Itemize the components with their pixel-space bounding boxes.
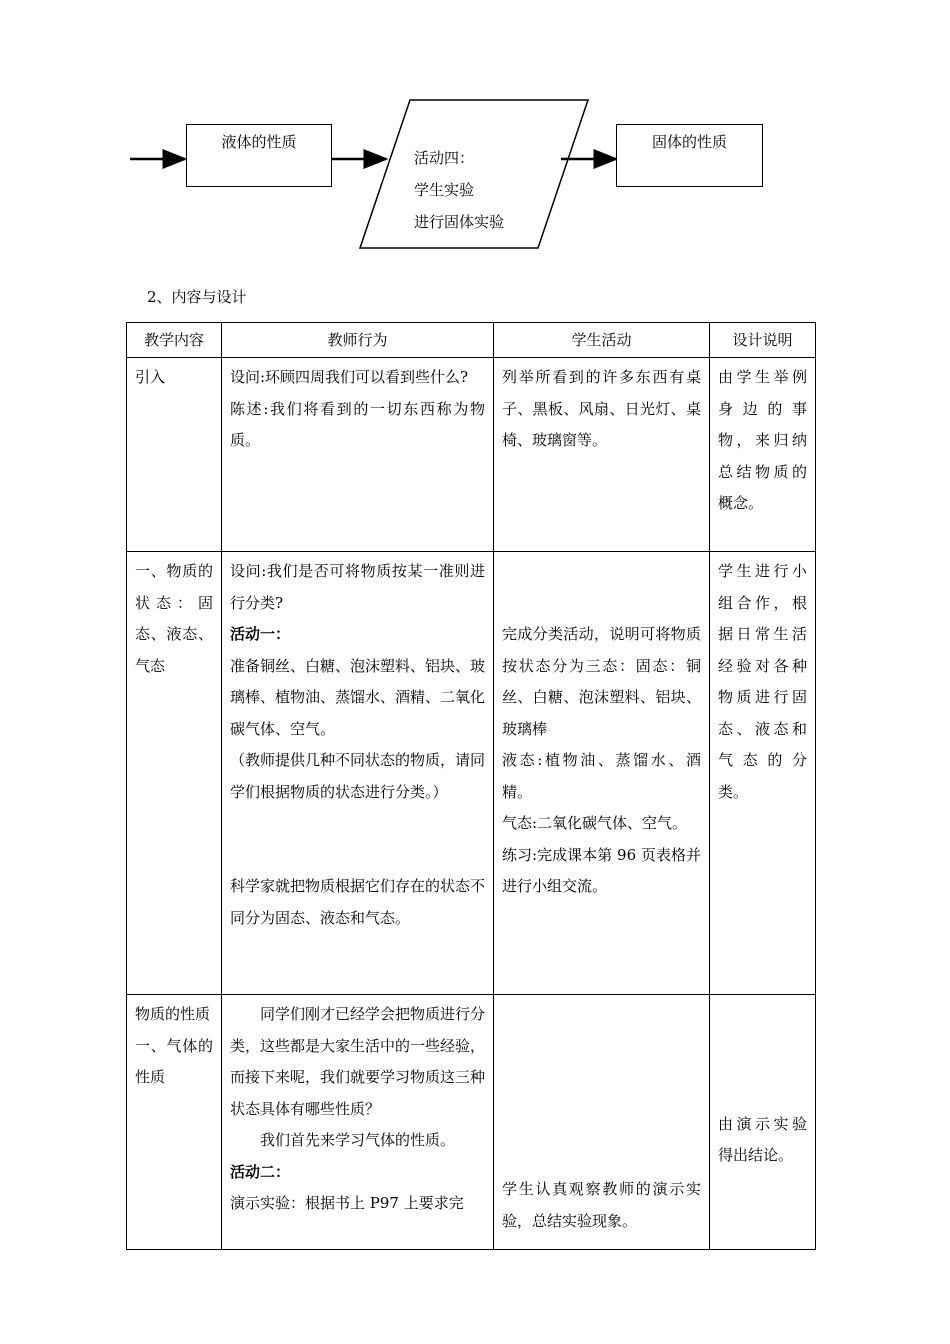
table-row-intro xyxy=(127,358,816,552)
activity-four-text xyxy=(414,142,504,238)
cell-teacher xyxy=(222,995,494,1250)
header-design: 设计说明 xyxy=(710,323,816,358)
spacer xyxy=(502,588,701,620)
cell-design: 由演示实验得出结论。 xyxy=(710,995,816,1250)
lesson-table xyxy=(126,322,816,1250)
cell-content: 一、物质的状态：固态、液态、气态 xyxy=(127,552,222,995)
header-student: 学生活动 xyxy=(494,323,710,358)
cell-student: 列举所看到的许多东西有桌子、黑板、风扇、日光灯、桌椅、玻璃窗等。 xyxy=(494,358,710,552)
teacher-question: 设问:我们是否可将物质按某一准则进行分类? xyxy=(230,562,485,612)
header-teacher: 教师行为 xyxy=(222,323,494,358)
activity-one-label: 活动一： xyxy=(230,625,291,643)
cell-teacher xyxy=(222,552,494,995)
spacer xyxy=(230,808,485,840)
spacer xyxy=(230,840,485,872)
cell-content: 引入 xyxy=(127,358,222,552)
teacher-conclusion: 科学家就把物质根据它们存在的状态不同分为固态、液态和气态。 xyxy=(230,877,486,927)
box-solid-label: 固体的性质 xyxy=(651,133,727,151)
table-row-gas xyxy=(127,995,816,1250)
box-liquid-label: 液体的性质 xyxy=(221,133,297,151)
teacher-statement: 陈述:我们将看到的一切东西称为物质。 xyxy=(230,399,485,449)
box-solid-properties xyxy=(616,124,763,187)
cell-teacher xyxy=(222,358,494,552)
header-content: 教学内容 xyxy=(127,323,222,358)
teacher-paragraph-1: 同学们刚才已经学会把物质进行分类，这些都是大家生活中的一些经验，而接下来呢，我们就要学习物质这三种状态具体有哪些性质？ xyxy=(230,1005,486,1118)
student-exercise: 练习:完成课本第 96 页表格并进行小组交流。 xyxy=(502,845,701,895)
student-liquid: 液态:植物油、蒸馏水、酒精。 xyxy=(502,751,701,801)
teacher-demo: 演示实验：根据书上 P97 上要求完 xyxy=(230,1194,464,1212)
cell-design: 由学生举例身边的事物，来归纳总结物质的概念。 xyxy=(710,358,816,552)
spacer xyxy=(502,556,701,588)
cell-content: 物质的性质 一、气体的性质 xyxy=(127,995,222,1250)
teacher-note: （教师提供几种不同状态的物质，请同学们根据物质的状态进行分类。） xyxy=(230,751,486,801)
cell-design: 学生进行小组合作，根据日常生活经验对各种物质进行固态、液态和气态的分类。 xyxy=(710,552,816,995)
activity-line-1: 活动四： xyxy=(414,149,475,167)
cell-student: 学生认真观察教师的演示实验，总结实验现象。 xyxy=(494,995,710,1250)
flowchart xyxy=(0,0,950,270)
student-gas: 气态:二氧化碳气体、空气。 xyxy=(502,814,688,832)
table-row-states xyxy=(127,552,816,995)
teacher-question: 设问:环顾四周我们可以看到些什么? xyxy=(230,368,469,386)
activity-line-2: 学生实验 xyxy=(414,181,475,199)
activity-two-label: 活动二： xyxy=(230,1162,291,1181)
section-title: 2、内容与设计 xyxy=(147,288,247,306)
student-classification: 完成分类活动，说明可将物质按状态分为三态：固态：铜丝、白糖、泡沫塑料、铝块、玻璃棒 xyxy=(502,625,701,738)
box-liquid-properties xyxy=(186,124,332,187)
teacher-paragraph-2: 我们首先来学习气体的性质。 xyxy=(260,1131,456,1149)
cell-student xyxy=(494,552,710,995)
activity-line-3: 进行固体实验 xyxy=(414,213,505,231)
table-header-row xyxy=(127,323,816,358)
teacher-materials: 准备铜丝、白糖、泡沫塑料、铝块、玻璃棒、植物油、蒸馏水、酒精、二氧化碳气体、空气。 xyxy=(230,656,486,738)
